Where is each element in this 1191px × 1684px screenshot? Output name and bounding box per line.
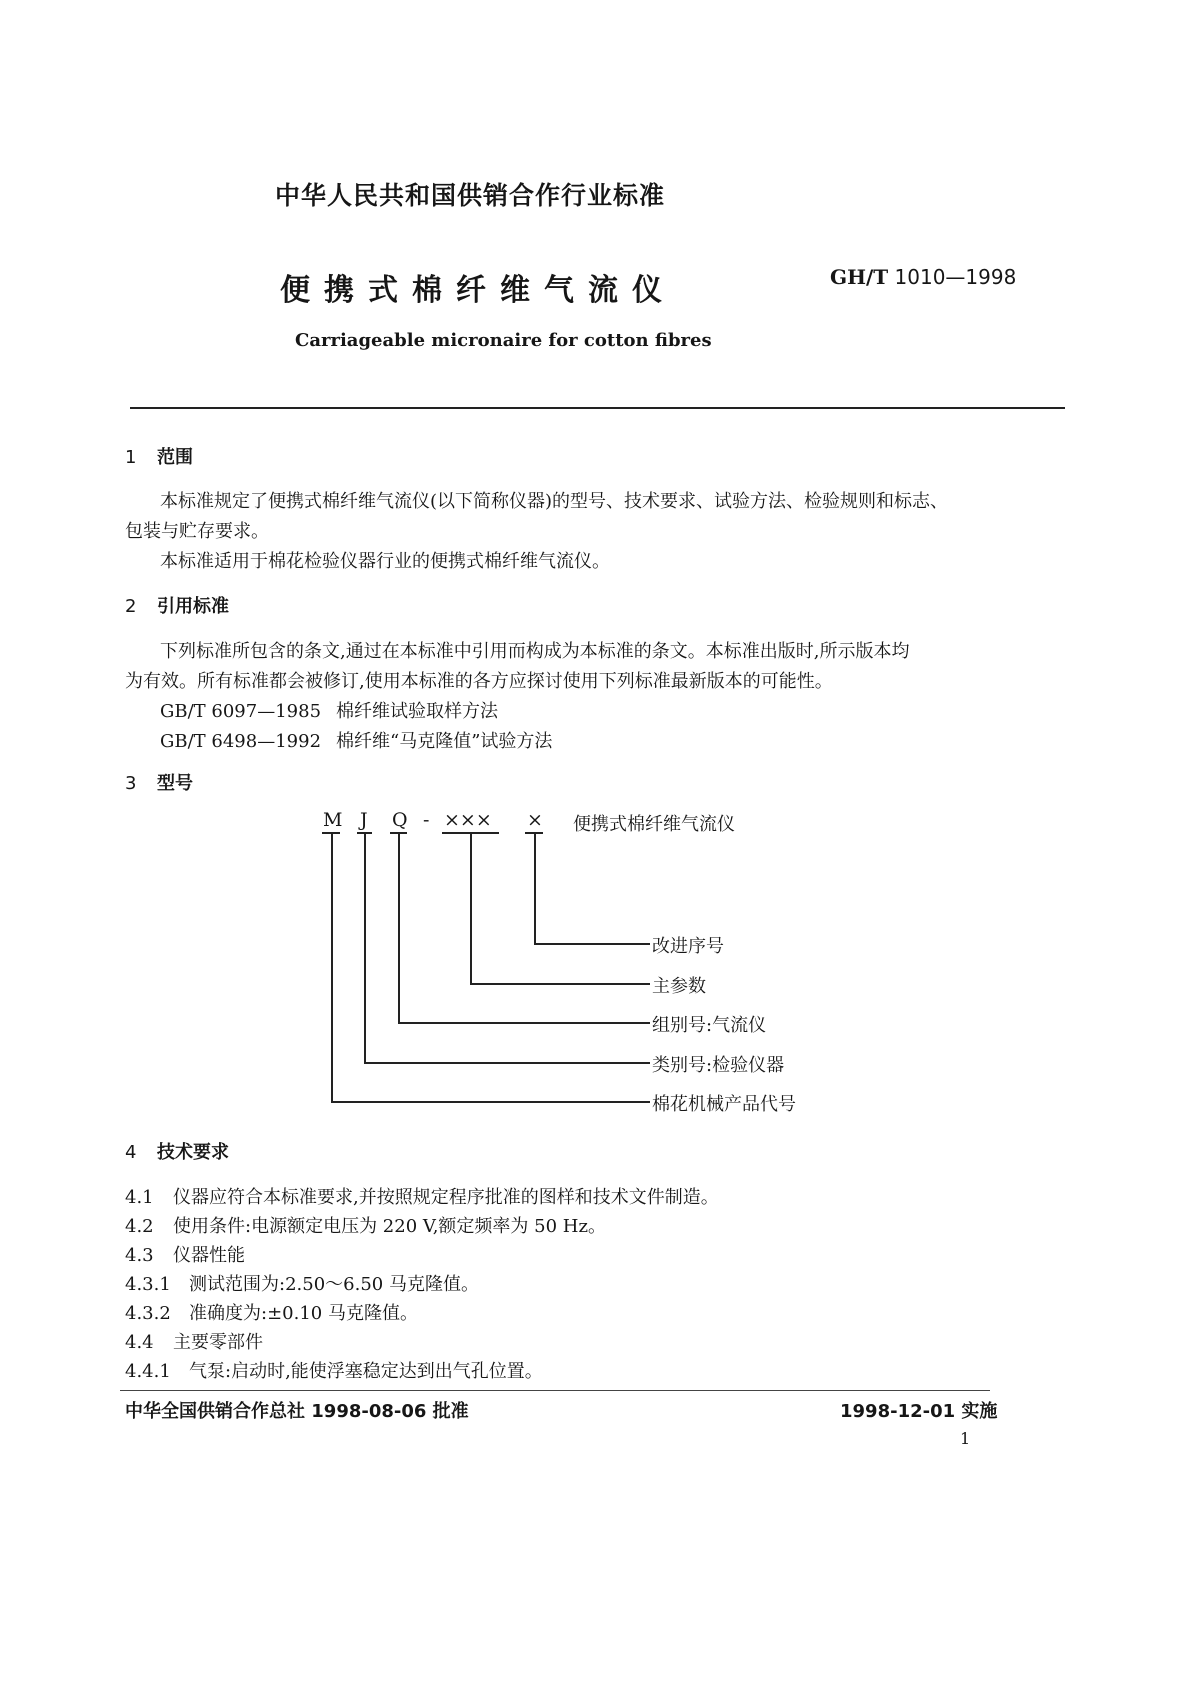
clause-number: 4.1 bbox=[125, 1187, 154, 1208]
section-title: 型号 bbox=[157, 773, 193, 794]
section-title: 范围 bbox=[157, 447, 193, 468]
label-main-parameter: 主参数 bbox=[652, 976, 706, 997]
clause-text: 主要零部件 bbox=[173, 1332, 263, 1353]
clause-number: 4.2 bbox=[125, 1216, 154, 1237]
reference-title: 棉纤维试验取样方法 bbox=[336, 701, 498, 722]
paragraph-line: 本标准适用于棉花检验仪器行业的便携式棉纤维气流仪。 bbox=[160, 551, 610, 572]
model-revision-placeholder: × bbox=[527, 809, 543, 831]
section-title: 技术要求 bbox=[157, 1142, 229, 1163]
clause bbox=[125, 1299, 418, 1325]
leader-category bbox=[364, 1062, 650, 1064]
section-heading-references bbox=[125, 592, 229, 618]
footer-implementation: 1998-12-01 实施 bbox=[840, 1401, 998, 1422]
paragraph-line: 包装与贮存要求。 bbox=[125, 521, 269, 542]
label-revision-number: 改进序号 bbox=[652, 936, 724, 957]
clause bbox=[125, 1183, 719, 1209]
leader-main-param bbox=[470, 983, 650, 985]
document-title-en: Carriageable micronaire for cotton fibres bbox=[295, 330, 712, 351]
clause-number: 4.4.1 bbox=[125, 1361, 171, 1382]
connector-q bbox=[398, 834, 400, 1023]
header-divider bbox=[130, 407, 1065, 409]
model-letter-j: J bbox=[360, 809, 368, 831]
connector-x bbox=[534, 834, 536, 944]
section-number: 2 bbox=[125, 596, 137, 617]
clause bbox=[125, 1357, 543, 1383]
section-heading-scope bbox=[125, 443, 193, 469]
clause-text: 准确度为:±0.10 马克隆值。 bbox=[189, 1303, 418, 1324]
section-number: 1 bbox=[125, 447, 137, 468]
reference-code: GB/T 6097—1985 bbox=[160, 701, 322, 722]
label-category-number: 类别号:检验仪器 bbox=[652, 1055, 785, 1076]
reference-item bbox=[160, 697, 498, 723]
paragraph-line: 为有效。所有标准都会被修订,使用本标准的各方应探讨使用下列标准最新版本的可能性。 bbox=[125, 671, 833, 692]
clause-number: 4.3.1 bbox=[125, 1274, 171, 1295]
clause-text: 气泵:启动时,能使浮塞稳定达到出气孔位置。 bbox=[189, 1361, 543, 1382]
standard-code bbox=[830, 265, 1016, 289]
model-letter-m: M bbox=[323, 809, 343, 831]
section-number: 3 bbox=[125, 773, 137, 794]
clause-number: 4.4 bbox=[125, 1332, 154, 1353]
clause-number: 4.3.2 bbox=[125, 1303, 171, 1324]
page-number: 1 bbox=[960, 1429, 971, 1448]
clause bbox=[125, 1328, 263, 1354]
clause bbox=[125, 1241, 245, 1267]
standard-category-title: 中华人民共和国供销合作行业标准 bbox=[275, 181, 666, 210]
connector-m bbox=[331, 834, 333, 1102]
paragraph-line: 本标准规定了便携式棉纤维气流仪(以下简称仪器)的型号、技术要求、试验方法、检验规则和标志、 bbox=[160, 491, 949, 512]
standard-code-number: 1010—1998 bbox=[894, 265, 1017, 289]
clause-number: 4.3 bbox=[125, 1245, 154, 1266]
section-title: 引用标准 bbox=[157, 596, 229, 617]
footer-divider bbox=[120, 1390, 990, 1391]
leader-group bbox=[398, 1022, 650, 1024]
leader-revision bbox=[534, 943, 650, 945]
standard-code-prefix: GH/T bbox=[830, 265, 889, 289]
section-number: 4 bbox=[125, 1142, 137, 1163]
clause bbox=[125, 1212, 606, 1238]
model-product-name: 便携式棉纤维气流仪 bbox=[573, 814, 735, 835]
document-title-cn: 便携式棉纤维气流仪 bbox=[280, 273, 676, 308]
paragraph-line: 下列标准所包含的条文,通过在本标准中引用而构成为本标准的条文。本标准出版时,所示版本均 bbox=[160, 641, 910, 662]
section-heading-model bbox=[125, 769, 193, 795]
clause-text: 使用条件:电源额定电压为 220 V,额定频率为 50 Hz。 bbox=[173, 1216, 606, 1237]
clause-text: 仪器应符合本标准要求,并按照规定程序批准的图样和技术文件制造。 bbox=[173, 1187, 719, 1208]
model-letter-q: Q bbox=[392, 809, 408, 831]
reference-item bbox=[160, 727, 552, 753]
leader-product-code bbox=[331, 1101, 650, 1103]
clause-text: 测试范围为:2.50～6.50 马克隆值。 bbox=[189, 1274, 479, 1295]
label-product-code: 棉花机械产品代号 bbox=[652, 1094, 796, 1115]
connector-xxx bbox=[470, 834, 472, 984]
model-main-param-placeholder: ××× bbox=[444, 809, 492, 831]
clause bbox=[125, 1270, 479, 1296]
clause-text: 仪器性能 bbox=[173, 1245, 245, 1266]
label-group-number: 组别号:气流仪 bbox=[652, 1015, 767, 1036]
reference-title: 棉纤维“马克隆值”试验方法 bbox=[336, 731, 553, 752]
reference-code: GB/T 6498—1992 bbox=[160, 731, 322, 752]
section-heading-technical-requirements bbox=[125, 1138, 229, 1164]
connector-j bbox=[364, 834, 366, 1063]
footer-approval: 中华全国供销合作总社 1998-08-06 批准 bbox=[125, 1401, 469, 1422]
model-dash: - bbox=[423, 809, 430, 831]
